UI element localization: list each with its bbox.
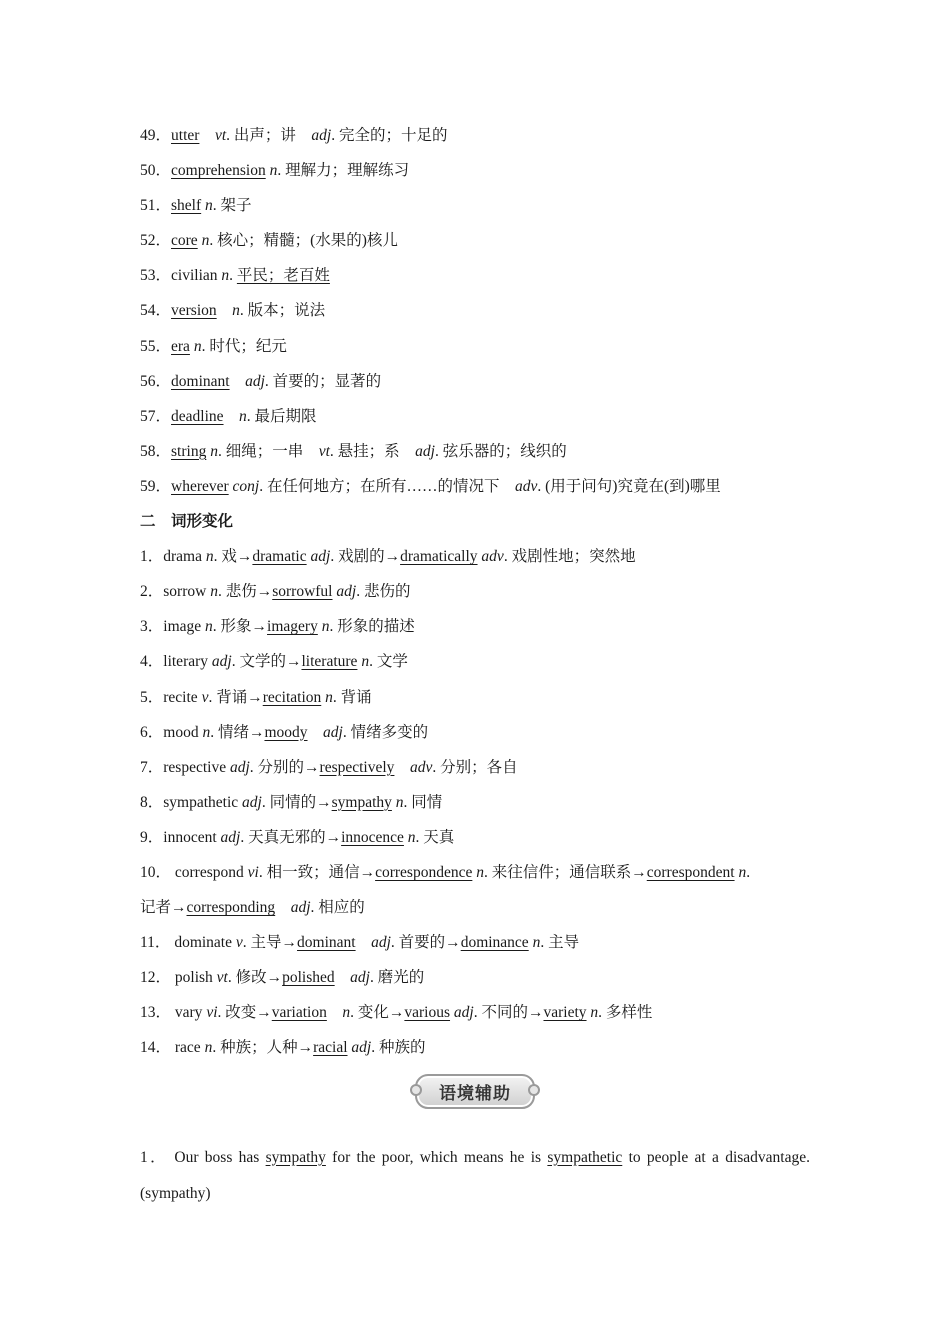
entry-text: recite	[163, 688, 202, 706]
word-form-entry	[140, 925, 810, 960]
part-of-speech: adj	[336, 583, 357, 601]
word-form-entry	[140, 995, 810, 1030]
item-number: 6．	[140, 723, 164, 741]
entry-text: . 同情	[403, 793, 443, 811]
word-form-entry	[140, 855, 810, 890]
part-of-speech: adj	[371, 934, 391, 952]
item-number: 54．	[140, 302, 172, 320]
word-form-entry	[140, 715, 810, 750]
entry-text: . 相一致；通信→	[258, 863, 376, 881]
part-of-speech: adj	[311, 127, 332, 144]
entry-text	[224, 408, 240, 425]
word-form-entry	[140, 1030, 810, 1065]
entry-text: . 天真	[415, 828, 455, 846]
word-form-entry	[140, 890, 810, 925]
item-number: 3．	[140, 618, 164, 636]
answer-blank: innocence	[341, 828, 404, 846]
entry-text: . 戏→	[213, 548, 253, 566]
answer-blank: sympathy	[265, 1148, 326, 1166]
part-of-speech: n	[342, 1004, 351, 1022]
part-of-speech: n	[269, 162, 278, 180]
entry-text: . 细绳；一串	[217, 442, 319, 460]
entry-text: . 背诵→	[208, 688, 263, 706]
entry-text: respective	[163, 758, 230, 776]
entry-text: . 同情的→	[261, 793, 332, 811]
vocabulary-list	[140, 118, 810, 504]
part-of-speech: n	[210, 583, 218, 601]
item-number: 53．	[140, 267, 172, 285]
entry-text: . 变化→	[350, 1004, 405, 1022]
entry-text: . 时代；纪元	[201, 337, 287, 355]
entry-text: . 天真无邪的→	[240, 828, 342, 846]
word-form-entry	[140, 609, 810, 644]
entry-text: . 形象→	[212, 618, 268, 636]
part-of-speech: adj	[415, 442, 435, 460]
entry-text: . 出声；讲	[226, 127, 312, 144]
entry-text: . 分别的→	[249, 758, 320, 776]
part-of-speech: vt	[214, 127, 227, 144]
entry-text: . 分别；各自	[432, 758, 518, 776]
entry-text: . 理解力；理解练习	[277, 162, 410, 180]
item-number: 1．	[140, 1148, 169, 1166]
entry-text	[394, 759, 410, 776]
part-of-speech: v	[201, 688, 209, 706]
entry-text	[308, 724, 324, 741]
answer-blank: dramatic	[252, 548, 307, 566]
entry-text: . 情绪→	[210, 723, 265, 741]
part-of-speech: n	[239, 407, 247, 425]
entry-text: . 相应的	[310, 899, 365, 917]
item-number: 49．	[140, 127, 172, 144]
answer-blank: respectively	[319, 758, 395, 776]
vocab-entry	[140, 399, 810, 434]
entry-text	[335, 969, 351, 986]
answer-blank: version	[171, 302, 217, 320]
part-of-speech: n	[205, 548, 214, 566]
entry-text: civilian	[171, 267, 222, 285]
answer-blank: imagery	[267, 618, 318, 636]
entry-text: . 不同的→	[473, 1004, 544, 1022]
vocab-entry	[140, 469, 810, 504]
entry-text	[230, 373, 246, 390]
item-number: 1．	[140, 548, 164, 566]
answer-blank: sympathetic	[547, 1148, 623, 1166]
part-of-speech: n	[205, 197, 213, 215]
answer-blank: variety	[543, 1004, 587, 1022]
answer-blank: dramatically	[400, 548, 478, 566]
item-number: 7．	[140, 758, 164, 776]
word-form-entry	[140, 680, 810, 715]
entry-text: . 架子	[212, 197, 252, 215]
vocab-entry	[140, 293, 810, 328]
answer-blank: polished	[282, 969, 335, 987]
vocab-entry	[140, 153, 810, 188]
entry-text: literary	[163, 653, 212, 671]
word-form-entry	[140, 644, 810, 679]
item-number: 52．	[140, 232, 172, 250]
part-of-speech: n	[476, 863, 484, 881]
item-number: 56．	[140, 372, 172, 390]
part-of-speech: n	[361, 653, 370, 671]
entry-text: . 弦乐器的；线织的	[434, 442, 567, 460]
item-number: 12．	[140, 969, 172, 987]
part-of-speech: n	[590, 1004, 599, 1022]
word-form-entry	[140, 820, 810, 855]
entry-text: . 首要的→	[390, 934, 461, 952]
entry-text: for the poor, which means he is	[325, 1148, 548, 1166]
part-of-speech: conj	[232, 477, 260, 495]
entry-text	[275, 899, 291, 916]
part-of-speech: vi	[206, 1004, 218, 1022]
part-of-speech: n	[395, 793, 404, 811]
item-number: 9．	[140, 828, 164, 846]
part-of-speech: adv	[515, 477, 538, 495]
part-of-speech: n	[325, 688, 333, 706]
entry-text: drama	[163, 548, 206, 566]
entry-text	[327, 1004, 343, 1021]
part-of-speech: n	[201, 232, 210, 250]
part-of-speech: adv	[409, 758, 433, 776]
entry-text: . 文学的→	[231, 653, 302, 671]
answer-blank: wherever	[171, 477, 229, 495]
word-form-entry	[140, 574, 810, 609]
vocab-entry	[140, 118, 810, 153]
entry-text: . 最后期限	[246, 407, 317, 425]
vocab-entry	[140, 258, 810, 293]
entry-text: polish	[171, 969, 217, 987]
entry-text: . 种族；人种→	[212, 1039, 314, 1057]
entry-text: . 多样性	[598, 1004, 653, 1022]
entry-text: . 戏剧的→	[330, 548, 401, 566]
answer-blank: string	[171, 442, 207, 460]
part-of-speech: n	[407, 828, 416, 846]
answer-blank: various	[404, 1004, 451, 1022]
answer-blank: shelf	[171, 197, 202, 215]
part-of-speech: adj	[351, 1039, 372, 1057]
entry-text: . 主导→	[242, 934, 298, 952]
example-sentence	[140, 1140, 810, 1212]
entry-text: . 形象的描述	[329, 618, 415, 636]
part-of-speech: n	[232, 302, 240, 320]
answer-blank: core	[171, 232, 198, 250]
section-heading: 二 词形变化	[140, 512, 234, 531]
vocab-entry	[140, 434, 810, 469]
entry-text: race	[171, 1039, 205, 1057]
answer-blank: variation	[271, 1004, 327, 1022]
part-of-speech: v	[235, 934, 243, 952]
entry-text	[199, 127, 215, 144]
banner-label: 语境辅助	[415, 1074, 535, 1109]
answer-blank: correspondence	[375, 863, 473, 881]
entry-text: correspond	[171, 863, 248, 881]
item-number: 11．	[140, 934, 171, 952]
part-of-speech: adj	[350, 969, 370, 987]
entry-text: . 核心；精髓；(水果的)核儿	[209, 232, 398, 250]
entry-text	[217, 302, 233, 319]
word-form-entry	[140, 785, 810, 820]
item-number: 59．	[140, 477, 172, 495]
item-number: 5．	[140, 688, 164, 706]
entry-text: . 种族的	[371, 1039, 426, 1057]
entry-text: . (用于问句)究竟在(到)哪里	[537, 477, 721, 495]
part-of-speech: adj	[229, 758, 250, 776]
answer-blank: deadline	[171, 407, 224, 425]
entry-text: . 磨光的	[369, 969, 425, 987]
part-of-speech: adv	[481, 548, 504, 566]
item-number: 58．	[140, 442, 172, 460]
entry-text: .	[746, 863, 751, 881]
answer-blank: recitation	[262, 688, 322, 706]
part-of-speech: n	[202, 723, 211, 741]
part-of-speech: adj	[323, 723, 343, 741]
part-of-speech: n	[193, 337, 202, 355]
part-of-speech: adj	[220, 828, 241, 846]
answer-blank: 平民；老百姓	[236, 267, 330, 285]
answer-blank: literature	[301, 653, 358, 671]
answer-blank: correspondent	[646, 863, 735, 881]
answer-blank: racial	[313, 1039, 348, 1057]
part-of-speech: n	[221, 267, 230, 285]
entry-text: sorrow	[163, 583, 211, 601]
entry-text: . 首要的；显著的	[264, 372, 382, 390]
word-form-entry	[140, 960, 810, 995]
part-of-speech: n	[204, 1039, 213, 1057]
worksheet-page	[140, 118, 810, 1212]
answer-blank: dominant	[297, 934, 356, 952]
answer-blank: corresponding	[186, 899, 276, 917]
entry-text	[356, 934, 372, 951]
vocab-entry	[140, 329, 810, 364]
part-of-speech: adj	[242, 793, 262, 811]
entry-text: sympathetic	[163, 793, 243, 811]
item-number: 10．	[140, 863, 172, 881]
vocab-entry	[140, 188, 810, 223]
entry-text: dominate	[170, 934, 236, 952]
item-number: 2．	[140, 583, 164, 601]
part-of-speech: vt	[318, 442, 330, 460]
part-of-speech: vt	[216, 969, 228, 987]
entry-text: innocent	[163, 828, 221, 846]
vocab-entry	[140, 364, 810, 399]
answer-blank: comprehension	[171, 162, 266, 180]
part-of-speech: adj	[290, 899, 311, 917]
answer-blank: utter	[171, 127, 200, 144]
entry-text: . 文学	[369, 653, 408, 671]
part-of-speech: n	[210, 442, 218, 460]
part-of-speech: n	[532, 934, 541, 952]
item-number: 4．	[140, 653, 164, 671]
entry-text: . 在任何地方；在所有……的情况下	[259, 477, 515, 495]
vocab-entry	[140, 223, 810, 258]
entry-text: . 情绪多变的	[342, 723, 429, 741]
entry-text: . 悲伤的	[356, 583, 411, 601]
answer-blank: sorrowful	[272, 583, 333, 601]
answer-blank: dominance	[460, 934, 529, 952]
part-of-speech: adj	[211, 653, 232, 671]
entry-text: Our boss has	[168, 1148, 266, 1166]
entry-text: mood	[163, 723, 203, 741]
entry-text: image	[163, 618, 206, 636]
context-banner	[140, 1068, 810, 1118]
answer-blank: sympathy	[331, 793, 392, 811]
entry-text: . 版本；说法	[239, 302, 326, 320]
part-of-speech: adj	[453, 1004, 474, 1022]
entry-text: to people at a disadvantage. (sympathy)	[140, 1148, 810, 1202]
part-of-speech: n	[738, 863, 747, 881]
entry-text: .	[229, 267, 237, 285]
answer-blank: moody	[264, 723, 308, 741]
word-form-entry	[140, 750, 810, 785]
word-form-entry	[140, 539, 810, 574]
entry-text: 记者→	[140, 899, 187, 917]
entry-text: . 悲伤→	[217, 583, 273, 601]
entry-text: . 修改→	[227, 969, 283, 987]
entry-text: . 背诵	[332, 688, 372, 706]
item-number: 13．	[140, 1004, 172, 1022]
item-number: 8．	[140, 793, 164, 811]
entry-text: . 改变→	[217, 1004, 272, 1022]
entry-text: . 来往信件；通信联系→	[483, 863, 647, 881]
part-of-speech: adj	[310, 548, 331, 566]
entry-text: vary	[171, 1004, 207, 1022]
part-of-speech: n	[205, 618, 213, 636]
word-forms-list	[140, 539, 810, 1065]
part-of-speech: adj	[245, 372, 265, 390]
entry-text: . 悬挂；系	[329, 442, 416, 460]
item-number: 51．	[140, 197, 172, 215]
entry-text: . 完全的；十足的	[331, 127, 448, 144]
item-number: 50．	[140, 162, 172, 180]
entry-text: . 主导	[540, 934, 580, 952]
item-number: 14．	[140, 1039, 172, 1057]
item-number: 55．	[140, 337, 172, 355]
item-number: 57．	[140, 407, 172, 425]
part-of-speech: vi	[247, 863, 259, 881]
part-of-speech: n	[321, 618, 330, 636]
answer-blank: era	[171, 337, 190, 355]
entry-text: . 戏剧性地；突然地	[503, 548, 636, 566]
answer-blank: dominant	[171, 372, 230, 390]
